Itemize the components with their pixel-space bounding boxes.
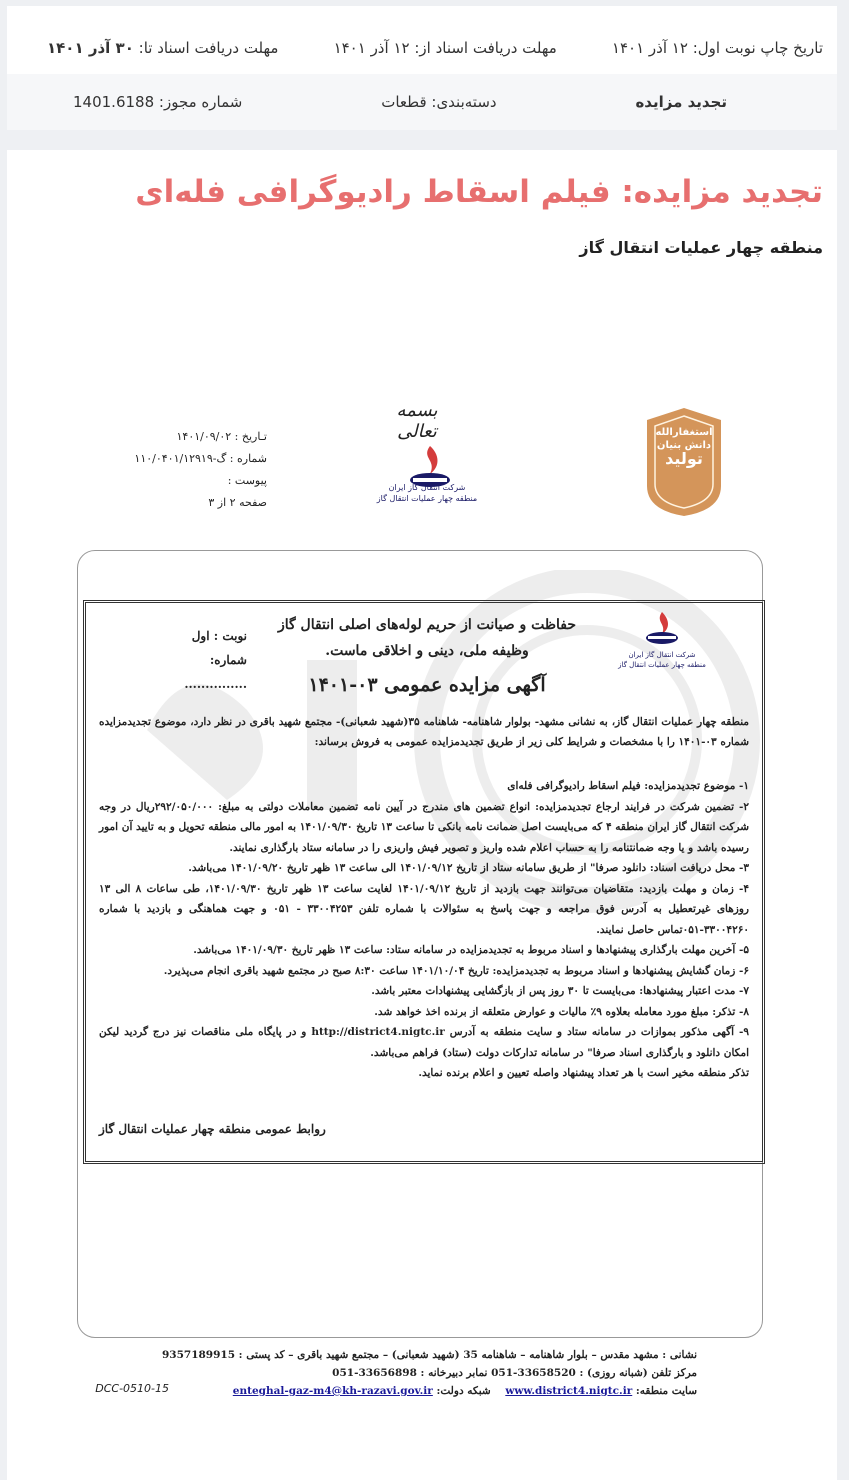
notice-slogan [257,612,597,664]
notice-item: تذکر منطقه مخیر است با هر تعداد پیشنهاد واصله تعیین و اعلام برنده نماید. [418,1067,749,1079]
notice-item: ۴- زمان و مهلت بازدید: متقاضیان می‌توانند جهت بازدید از تاریخ ۱۴۰۱/۰۹/۱۲ لغایت ساعت ۱۳ ظهر تاریخ ۱۴۰۱/۰۹/۳۰، طی ساعات ۸ الی ۱۳ روزهای غیرتعطیل به آدرس فوق مراجعه و جهت پاسخ به سئوالات با شماره تلفن ۳۳۰۰۴۲۵۳ - ۰۵۱ و جهت هماهنگی و بازدید با شماره ۳۳۰۰۴۲۶۰-۰۵۱تماس حاصل نمایند. [99,882,749,936]
badge-text [647,426,721,468]
notice-number: شماره: ............... [184,653,247,691]
notice-item: ۷- مدت اعتبار پیشنهادها: می‌بایست تا ۳۰ روز پس از بازگشایی پیشنهادات معتبر باشد. [371,985,749,997]
doc-deadline [47,39,278,57]
footer-address: نشانی : مشهد مقدس – بلوار شاهنامه – شاهنامه 35 (شهید شعبانی) – مجتمع شهید باقری – کد پستی : 9357189915 [161,1349,697,1361]
doc-deadline-value: ۳۰ آذر ۱۴۰۱ [47,39,134,57]
besmellah-text: بسمه تعالی [396,400,438,442]
footer-links [77,1382,697,1400]
auction-category: دسته‌بندی: قطعات [381,93,497,111]
first-print-date: تاریخ چاپ نوبت اول: ۱۲ آذر ۱۴۰۱ [611,39,823,57]
notice-item: ۵- آخرین مهلت بارگذاری پیشنهادها و اسناد مربوط به تجدیدمزایده در سامانه ستاد: ساعت ۱۳ ظهر تاریخ ۱۴۰۱/۰۹/۳۰ می‌باشد. [193,944,749,956]
letter-meta [117,426,267,514]
notice-item: ۳- محل دریافت اسناد: دانلود صرفا" از طریق سامانه ستاد از تاریخ ۱۴۰۱/۰۹/۱۲ الی ساعت ۱۳ ظهر تاریخ ۱۴۰۱/۰۹/۲۰ می‌باشد. [188,862,749,874]
notice-round-info [157,624,247,696]
notice-round: نوبت : اول [191,629,247,643]
letter-region-name: منطقه چهار عملیات انتقال گاز [376,494,478,503]
letter-date: تـاریخ : ۱۴۰۱/۰۹/۰۲ [176,430,267,443]
notice-intro: منطقه چهار عملیات انتقال گاز، به نشانی مشهد- بولوار شاهنامه- شاهنامه ۳۵(شهید شعبانی)- مجتمع شهید باقری در نظر دارد، موضوع تجدیدمزایده شماره ۰۳-۱۴۰۱ را با مشخصات و شرایط کلی زیر از طریق تجدیدمزایده عمومی به فروش برساند: [99,716,749,748]
auction-detail-card [7,150,837,1480]
letter-page: صفحه ۲ از ۳ [208,496,267,509]
notice-slogan-line-2: وظیفه ملی، دینی و اخلاقی ماست. [325,643,529,659]
letter-company-name: شرکت انتقال گاز ایران [388,483,466,492]
letter-footer [77,1346,697,1400]
notice-item: ۸- تذکر: مبلغ مورد معامله بعلاوه ۹٪ مالیات و عوارض متعلقه از برنده اخذ خواهد شد. [374,1005,749,1018]
footer-site-label: سایت منطقه: [635,1385,697,1397]
footer-site-link[interactable]: www.district4.nigtc.ir [505,1385,633,1397]
letter-attachment: پیوست : [227,474,267,487]
footer-phone: مرکز تلفن (شبانه روزی) : 33658520-051 نمابر دبیرخانه : 33656898-051 [332,1367,697,1379]
footer-email-link[interactable]: enteghal-gaz-m4@kh-razavi.gov.ir [232,1385,433,1397]
document-code: DCC-0510-15 [95,1382,169,1395]
auction-info-card [7,6,837,126]
notice-item: ۹- آگهی مذکور بموازات در سامانه ستاد و سایت منطقه به آدرس http://district4.nigtc.ir و در پایگاه ملی مناقصات نیز درج گردید لیکن امکان دانلود و بارگذاری اسناد صرفا" در سامانه تدارکات دولت (ستاد) فراهم می‌باشد. [99,1026,749,1059]
footer-gov-label: شبکه دولت: [436,1385,491,1397]
notice-item: ۶- زمان گشایش پیشنهادها و اسناد مربوط به تجدیدمزایده: تاریخ ۱۴۰۱/۱۰/۰۴ ساعت ۸:۳۰ صبح در مجتمع شهید باقری انجام می‌پذیرد. [163,964,749,977]
notice-title: آگهی مزایده عمومی ۰۳-۱۴۰۱ [308,674,546,696]
notice-items [99,776,749,1084]
organization-name: منطقه چهار عملیات انتقال گاز [579,238,823,257]
notice-item: ۱- موضوع تجدیدمزایده: فیلم اسقاط رادیوگرافی فله‌ای [507,780,749,792]
license-number: شماره مجوز: 1401.6188 [73,93,243,111]
badge-line-2: دانش بنیان [656,440,712,451]
notice-logo-caption [607,650,717,670]
letter-number: شماره : گ-۱۱۰/۰۴۰۱/۱۲۹۱۹ [134,452,267,465]
notice-logo-region: منطقه چهار عملیات انتقال گاز [618,661,706,669]
doc-start-date: مهلت دریافت اسناد از: ۱۲ آذر ۱۴۰۱ [333,39,557,57]
auction-type: تجدید مزایده [635,93,727,111]
info-row-dates [7,28,837,68]
doc-deadline-label: مهلت دریافت اسناد تا: [138,39,279,57]
page-title: تجدید مزایده: فیلم اسقاط رادیوگرافی فله‌ای [135,174,823,210]
notice-logo-company: شرکت انتقال گاز ایران [628,651,696,659]
notice-item: ۲- تضمین شرکت در فرایند ارجاع تجدیدمزایده: انواع تضمین های مندرج در آیین نامه تضمین معاملات دولتی به مبلغ: ۲۹۲/۰۵۰/۰۰۰ریال در وجه شرکت انتقال گاز ایران منطقه ۴ که می‌بایست اصل ضمانت نامه بانکی تا ساعت ۱۳ تاریخ ۱۴۰۱/۰۹/۳۰ به امور مالی منطقه تحویل و به تایید آن امور رسیده باشد و یا وجه ضمانتنامه را به حساب اعلام شده واریز و تصویر فیش واریزی را در سامانه ستاد بارگذاری نمایند. [99,800,750,854]
notice-slogan-line-1: حفاظت و صیانت از حریم لوله‌های اصلی انتقال گاز [277,617,577,633]
info-row-meta [7,74,837,130]
badge-line-3: تولید [665,449,703,468]
notice-signature: روابط عمومی منطقه چهار عملیات انتقال گاز [99,1122,326,1136]
badge-line-1: استغفارالله [655,427,713,438]
letter-company [367,482,487,504]
